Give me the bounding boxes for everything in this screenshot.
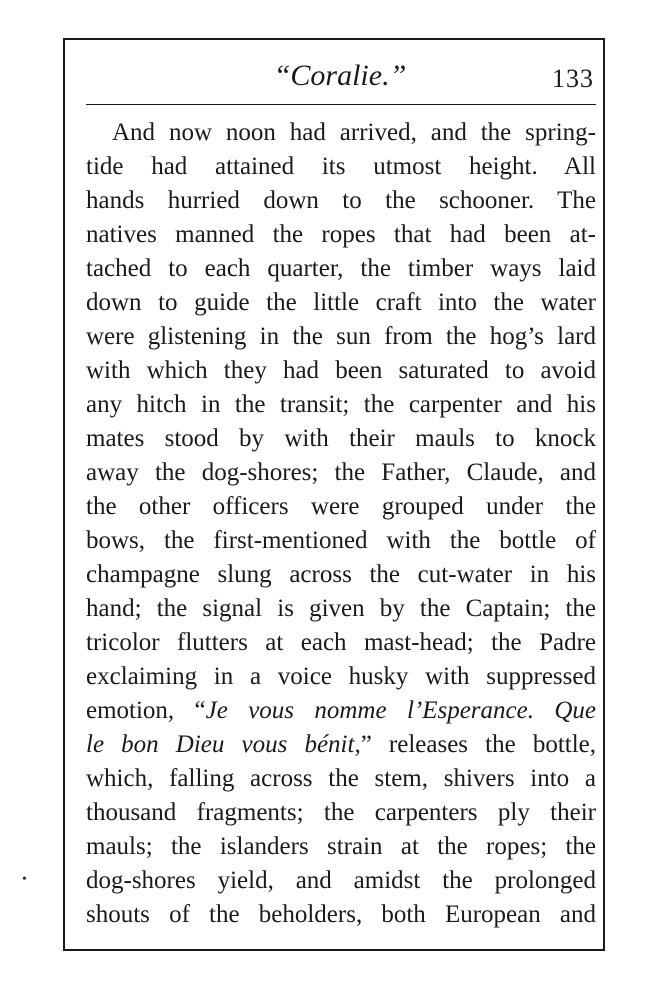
page-number: 133 bbox=[552, 64, 594, 93]
text-segment: ” releases the bottle, bbox=[360, 731, 597, 758]
text-line: bows, the first-mentioned with the bottle of bbox=[86, 527, 596, 554]
running-head bbox=[86, 58, 594, 98]
italic-phrase: le bon Dieu vous bénit, bbox=[86, 731, 361, 758]
text-line: exclaiming in a voice husky with suppressed bbox=[86, 663, 596, 690]
text-line: tached to each quarter, the timber ways laid bbox=[86, 255, 596, 282]
text-line: thousand fragments; the carpenters ply their bbox=[86, 799, 596, 826]
text-line: down to guide the little craft into the water bbox=[86, 289, 596, 316]
text-line: shouts of the beholders, both European and bbox=[86, 901, 596, 928]
body-text bbox=[86, 116, 596, 932]
text-segment: emotion, “ bbox=[86, 697, 206, 724]
text-line-mixed bbox=[86, 694, 596, 728]
text-line: hands hurried down to the schooner. The bbox=[86, 187, 596, 214]
text-line: away the dog-shores; the Father, Claude, and bbox=[86, 459, 596, 486]
running-title: “Coralie.” bbox=[273, 59, 407, 92]
stray-ink-mark: • bbox=[22, 872, 27, 887]
text-line: And now noon had arrived, and the spring- bbox=[112, 119, 596, 146]
text-line: hand; the signal is given by the Captain; the bbox=[86, 595, 596, 622]
text-line: mauls; the islanders strain at the ropes; the bbox=[86, 833, 596, 860]
text-line: with which they had been saturated to avoid bbox=[86, 357, 596, 384]
text-line: champagne slung across the cut-water in his bbox=[86, 561, 596, 588]
text-line: tricolor flutters at each mast-head; the Padre bbox=[86, 629, 596, 656]
italic-phrase: Je vous nomme l’Esperance. Que bbox=[205, 697, 596, 724]
text-line: which, falling across the stem, shivers into a bbox=[86, 765, 596, 792]
text-line-mixed bbox=[86, 728, 596, 762]
text-line: mates stood by with their mauls to knock bbox=[86, 425, 596, 452]
text-line: natives manned the ropes that had been at- bbox=[86, 221, 596, 248]
text-line: tide had attained its utmost height. All bbox=[86, 153, 596, 180]
text-line: any hitch in the transit; the carpenter and his bbox=[86, 391, 596, 418]
header-rule bbox=[86, 104, 596, 105]
text-line: the other officers were grouped under the bbox=[86, 493, 596, 520]
text-line: were glistening in the sun from the hog’s lard bbox=[86, 323, 596, 350]
text-line: dog-shores yield, and amidst the prolonged bbox=[86, 867, 596, 894]
